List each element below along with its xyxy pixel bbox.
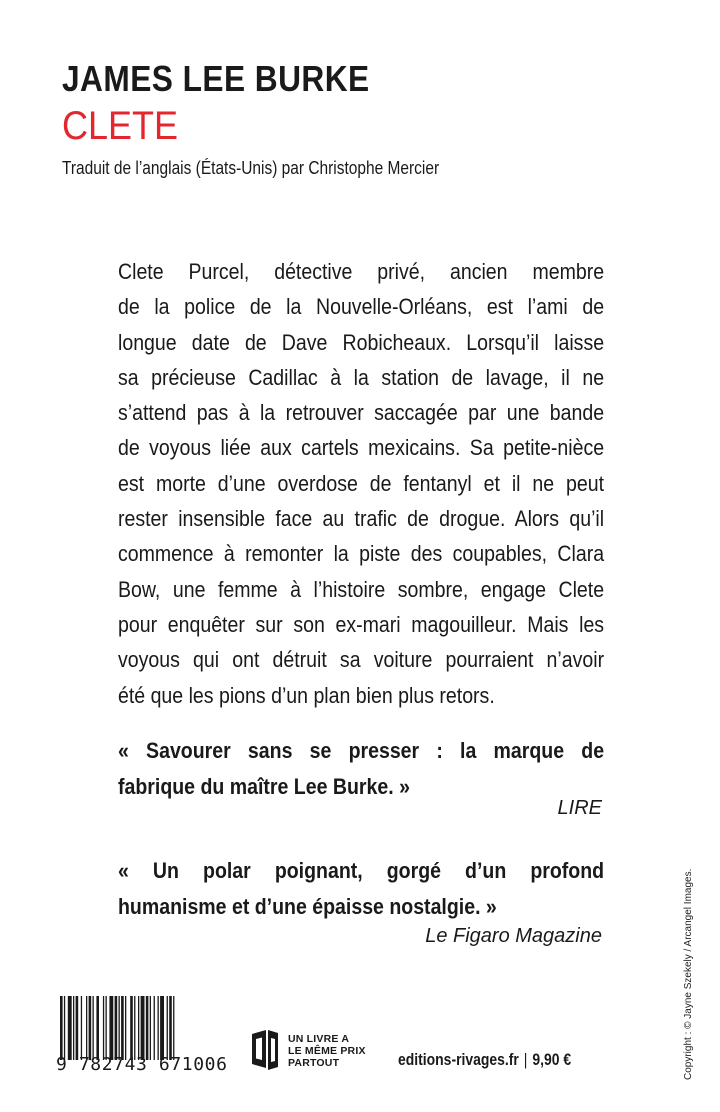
barcode-bar — [109, 996, 113, 1060]
isbn-barcode — [58, 996, 236, 1060]
barcode-bar — [106, 996, 107, 1060]
book-blurb — [118, 254, 604, 713]
barcode-bar — [96, 996, 99, 1060]
book-title: CLETE — [62, 104, 179, 148]
barcode-bar — [64, 996, 65, 1060]
barcode-bar — [134, 996, 135, 1060]
author-name: JAMES LEE BURKE — [62, 58, 370, 99]
blurb-line: est morte d’une overdose de fentanyl et il ne peut — [118, 470, 605, 496]
barcode-bar — [160, 996, 164, 1060]
blurb-line: commence à remonter la piste des coupables, Clara — [118, 541, 605, 567]
barcode-bar — [68, 996, 72, 1060]
barcode-bar — [125, 996, 126, 1060]
blurb-line: Clete Purcel, détective privé, ancien membre — [118, 259, 605, 284]
barcode-bar — [81, 996, 82, 1060]
slogan-line: LE MÊME PRIX — [288, 1045, 366, 1057]
barcode-bar — [130, 996, 133, 1060]
blurb-line: de voyous liée aux cartels mexicains. Sa petite-nièce — [118, 435, 605, 461]
slogan-line: UN LIVRE A — [288, 1033, 350, 1045]
barcode-bar — [138, 996, 139, 1060]
barcode-bar — [115, 996, 118, 1060]
footer-separator: | — [523, 1050, 528, 1069]
barcode-bar — [146, 996, 149, 1060]
publisher-footer — [398, 1050, 571, 1070]
prix-unique-logo-icon — [250, 1028, 280, 1072]
blurb-line: Bow, une femme à l’histoire sombre, engage Clete — [118, 576, 605, 602]
isbn-number: 9 782743 671006 — [56, 1054, 228, 1075]
quote-line: « Savourer sans se presser : la marque de — [118, 738, 605, 763]
barcode-bar — [154, 996, 155, 1060]
blurb-line: sa précieuse Cadillac à la station de lavage, il ne — [118, 364, 605, 390]
barcode-bar — [141, 996, 145, 1060]
quote-line: « Un polar poignant, gorgé d’un profond — [118, 858, 605, 883]
blurb-line: longue date de Dave Robicheaux. Lorsqu’il laisse — [118, 329, 605, 355]
barcode-bar — [103, 996, 104, 1060]
publisher-website: editions-rivages.fr — [398, 1050, 519, 1069]
barcode-bar — [167, 996, 168, 1060]
quote-line: fabrique du maître Lee Burke. » — [118, 774, 410, 799]
barcode-bar — [119, 996, 120, 1060]
blurb-line: été que les pions d’un plan bien plus retors. — [118, 682, 495, 708]
blurb-line: s’attend pas à la retrouver saccagée par une bande — [118, 400, 605, 426]
barcode-bar — [73, 996, 74, 1060]
barcode-bar — [150, 996, 151, 1060]
blurb-line: rester insensible face au trafic de drogue. Alors qu’il — [118, 506, 605, 532]
barcode-bar — [121, 996, 124, 1060]
review-quote-figaro — [118, 853, 604, 925]
quote-line: humanisme et d’une épaisse nostalgie. » — [118, 894, 497, 919]
barcode-bar — [89, 996, 92, 1060]
blurb-line: pour enquêter sur son ex-mari magouilleur. Mais les — [118, 611, 605, 637]
quote-source-figaro: Le Figaro Magazine — [425, 925, 602, 947]
photo-copyright: Copyright : © Jayne Szekely / Arcangel Images. — [683, 868, 694, 1080]
review-quote-lire — [118, 733, 604, 805]
book-price: 9,90 € — [532, 1050, 572, 1069]
barcode-bars — [60, 996, 174, 1060]
barcode-bar — [86, 996, 87, 1060]
slogan-line: PARTOUT — [288, 1057, 340, 1069]
prix-unique-slogan — [288, 1033, 366, 1069]
barcode-bar — [60, 996, 63, 1060]
barcode-bar — [158, 996, 159, 1060]
barcode-bar — [93, 996, 94, 1060]
blurb-line: voyous qui ont détruit sa voiture pourraient n’avoir — [118, 647, 605, 673]
quote-source-lire: LIRE — [557, 797, 602, 819]
barcode-bar — [173, 996, 174, 1060]
translator-credit: Traduit de l’anglais (États-Unis) par Christophe Mercier — [62, 158, 440, 178]
barcode-bar — [76, 996, 79, 1060]
barcode-bar — [169, 996, 172, 1060]
blurb-line: de la police de la Nouvelle-Orléans, est l’ami de — [118, 294, 605, 320]
